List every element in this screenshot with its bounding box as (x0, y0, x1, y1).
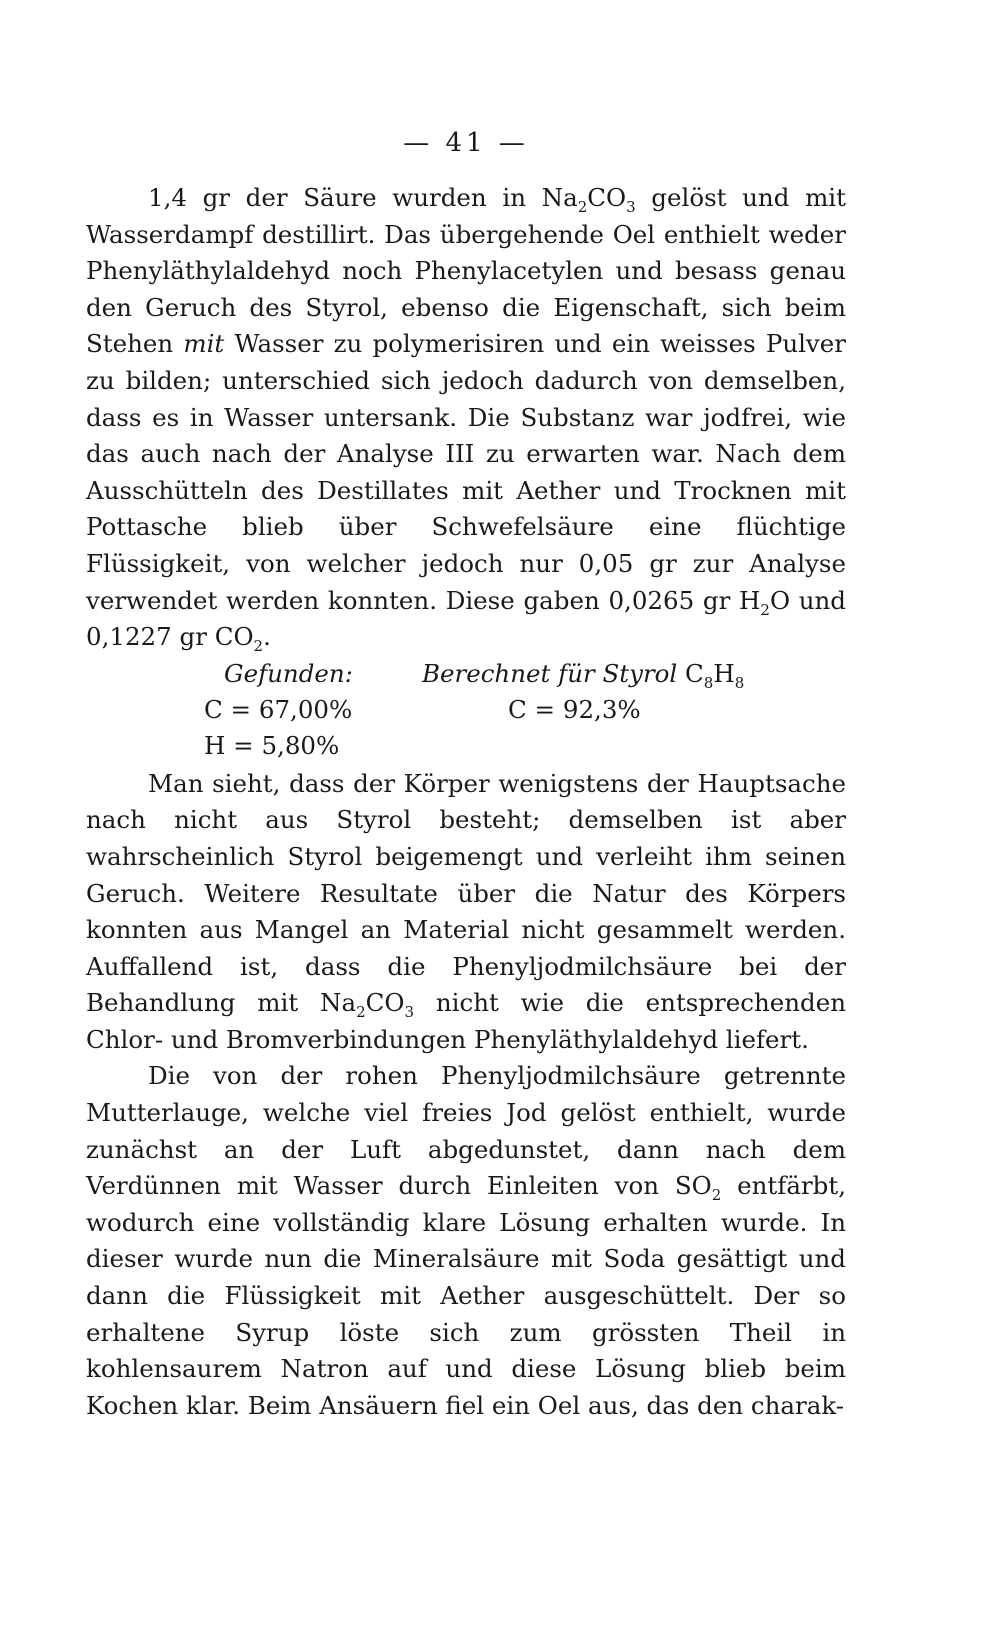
paragraph-distillation (86, 180, 846, 656)
carbon-calculated: C = 92,3% (508, 694, 641, 724)
document-page (86, 128, 846, 1424)
page-number: — 41 — (403, 128, 529, 158)
text-run: 1,4 gr der Säure wurden in Na (148, 183, 578, 212)
formula-c: C (685, 658, 704, 688)
subscript: 3 (626, 197, 636, 216)
text-run: gelöst und mit Wasserdampf destillirt. Das übergehende Oel enthielt weder Phenyläthylaldehyd noch Phenylacetylen und besass genau den Geruch des Styrol, ebenso die Eigenschaft, sich beim Stehen (86, 183, 846, 359)
paragraph-conclusion (86, 766, 846, 1059)
paragraph-mother-liquor (86, 1058, 846, 1424)
subscript: 8 (734, 673, 745, 692)
calculated-label-text: Berechnet für Styrol (422, 658, 686, 688)
subscript: 2 (577, 197, 588, 216)
subscript: 8 (703, 673, 714, 692)
hydrogen-found: H = 5,80% (204, 730, 340, 760)
text-run: CO (365, 988, 405, 1018)
subscript: 3 (404, 1003, 415, 1022)
text-run: Die von der rohen Phenyljodmilchsäure getrennte Mutterlauge, welche viel freies Jod gelöst enthielt, wurde zunächst an der Luft abgedunstet, dann nach dem Verdünnen mit Wasser durch Einleiten von SO (86, 1061, 846, 1201)
carbon-found: C = 67,00% (204, 694, 353, 724)
subscript: 2 (356, 1003, 366, 1022)
formula-h: H (713, 658, 735, 688)
found-label: Gefunden: (224, 658, 353, 688)
subscript: 2 (253, 637, 264, 656)
italic-text: mit (183, 329, 225, 359)
text-run: . (263, 622, 271, 652)
text-run: CO (587, 183, 627, 212)
analysis-results (86, 656, 846, 766)
subscript: 2 (760, 600, 770, 619)
text-run: O und 0,1227 gr CO (86, 585, 846, 652)
text-run: Man sieht, dass der Körper wenigstens der Hauptsache nach nicht aus Styrol besteht; demselben ist aber wahrscheinlich Styrol beigemengt und verleiht ihm seinen Geruch. Weitere Resultate über die Natur des Körpers konnten aus Mangel an Material nicht gesammelt werden. Auffallend ist, dass die Phenyljodmilchsäure bei der Behandlung mit Na (86, 768, 846, 1018)
text-run: entfärbt, wodurch eine vollständig klare Lösung erhalten wurde. In dieser wurde nun die Mineralsäure mit Soda gesättigt und dann die Flüssigkeit mit Aether ausgeschüttelt. Der so erhaltene Syrup löste sich zum grössten Theil in kohlensaurem Natron auf und diese Lösung blieb beim Kochen klar. Beim Ansäuern fiel ein Oel aus, das den charak- (86, 1171, 846, 1420)
text-run: Wasser zu polymerisiren und ein weisses Pulver zu bilden; unterschied sich jedoch dadurch von demselben, dass es in Wasser untersank. Die Substanz war jodfrei, wie das auch nach der Analyse III zu erwarten war. Nach dem Ausschütteln des Destillates mit Aether und Trocknen mit Pottasche blieb über Schwefelsäure eine flüchtige Flüssigkeit, von welcher jedoch nur 0,05 gr zur Analyse verwendet werden konnten. Diese gaben 0,0265 gr H (86, 329, 846, 615)
calculated-label (422, 656, 744, 693)
text-run: nicht wie die entsprechenden Chlor- und Bromverbindungen Phenyläthylaldehyd liefert. (86, 988, 846, 1054)
subscript: 2 (711, 1186, 722, 1205)
